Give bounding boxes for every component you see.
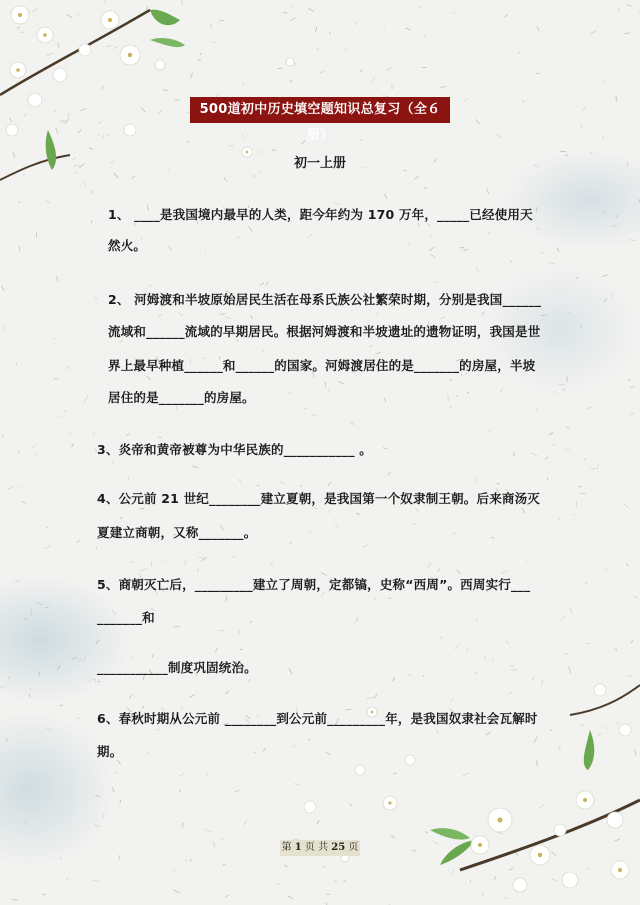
- footer-middle: 页 共: [304, 842, 329, 853]
- current-page-number: 1: [294, 842, 302, 853]
- question-2-line-2: 流域和______流域的早期居民。根据河姆渡和半坡遗址的遗物证明，我国是世: [108, 324, 541, 339]
- question-6-line-1: 6、春秋时期从公元前 ________到公元前_________年，是我国奴隶社会瓦解时: [97, 711, 538, 726]
- question-4-line-1: 4、公元前 21 世纪________建立夏朝，是我国第一个奴隶制王朝。后来商汤灭: [97, 491, 540, 506]
- question-3-line-1: 3、炎帝和黄帝被尊为中华民族的___________ 。: [97, 442, 372, 457]
- page-footer: [280, 840, 360, 856]
- question-2-line-4: 居住的是_______的房屋。: [108, 390, 255, 405]
- section-heading: 初一上册: [293, 156, 346, 171]
- question-2-line-1: 2、 河姆渡和半坡原始居民生活在母系氏族公社繁荣时期，分别是我国______: [108, 292, 542, 307]
- question-5-line-3: ___________制度巩固统治。: [97, 660, 257, 675]
- question-6-line-2: 期。: [97, 744, 123, 759]
- question-4-line-2: 夏建立商朝，又称_______。: [97, 525, 257, 540]
- question-5-line-2: _______和: [97, 610, 155, 625]
- question-1-line-1: 1、 ____是我国境内最早的人类，距今年约为 170 万年，_____已经使用天: [108, 207, 533, 222]
- question-2-line-3: 界上最早种植______和______的国家。河姆渡居住的是_______的房屋，半坡: [108, 358, 536, 373]
- footer-suffix: 页: [348, 842, 359, 853]
- question-5-line-1: 5、商朝灭亡后，_________建立了周朝，定都镐，史称“西周”。西周实行___: [97, 577, 531, 592]
- footer-prefix: 第: [281, 842, 292, 853]
- total-page-count: 25: [331, 842, 346, 853]
- document-title: 500道初中历史填空题知识总复习（全６册）: [190, 97, 450, 123]
- question-1-line-2: 然火。: [108, 238, 147, 253]
